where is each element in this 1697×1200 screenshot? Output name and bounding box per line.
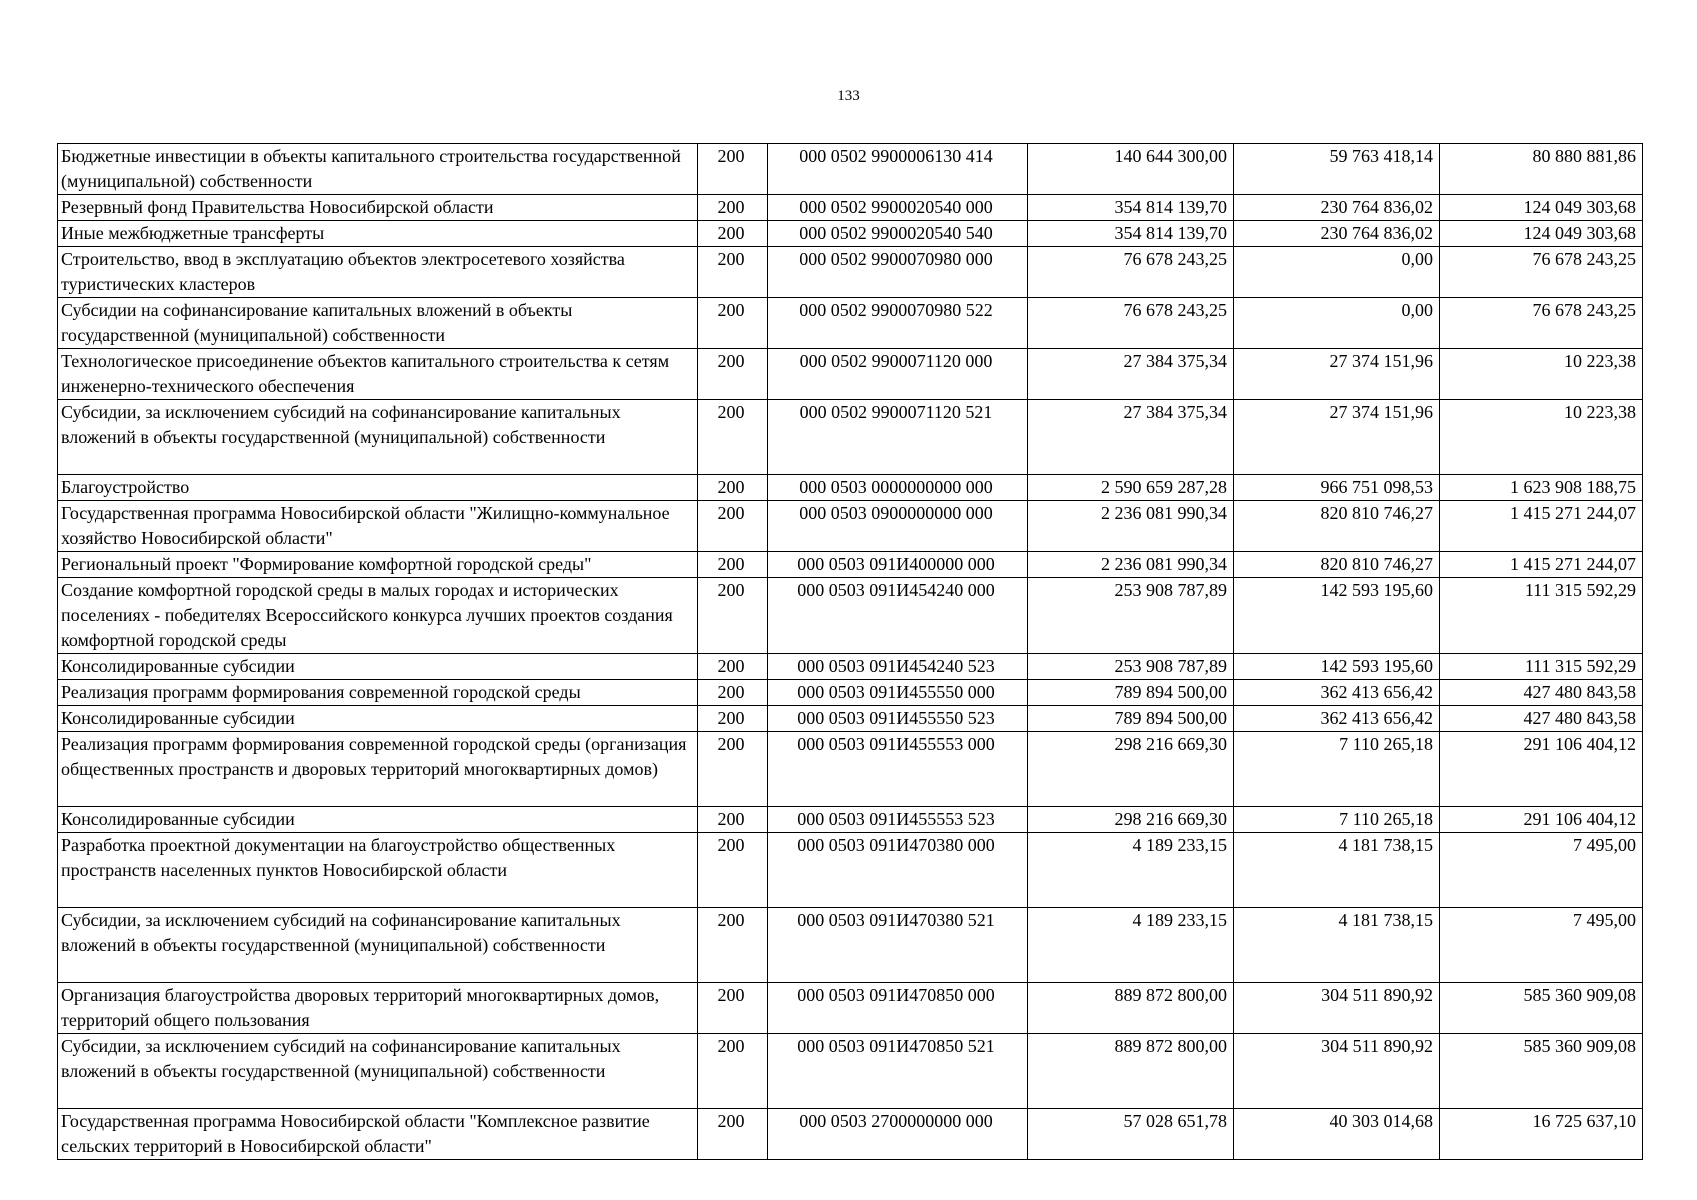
row-kbk: 000 0502 9900020540 540	[768, 221, 1028, 247]
row-kbk: 000 0503 091И455553 523	[768, 807, 1028, 833]
row-kbk: 000 0503 091И400000 000	[768, 552, 1028, 578]
row-code: 200	[698, 654, 768, 680]
table-row	[58, 654, 1643, 680]
row-value-1: 57 028 651,78	[1028, 1109, 1234, 1160]
row-value-1: 2 590 659 287,28	[1028, 475, 1234, 501]
table-row	[58, 552, 1643, 578]
row-value-3: 10 223,38	[1440, 349, 1643, 400]
row-value-3: 291 106 404,12	[1440, 807, 1643, 833]
row-name: Реализация программ формирования современной городской среды (организация общественных пространств и дворовых территорий многоквартирных домов)	[58, 732, 698, 807]
row-code: 200	[698, 908, 768, 983]
row-value-1: 789 894 500,00	[1028, 680, 1234, 706]
row-name: Субсидии, за исключением субсидий на софинансирование капитальных вложений в объекты государственной (муниципальной) собственности	[58, 1034, 698, 1109]
row-value-3: 111 315 592,29	[1440, 654, 1643, 680]
table-row	[58, 349, 1643, 400]
row-value-2: 4 181 738,15	[1234, 908, 1440, 983]
row-value-1: 2 236 081 990,34	[1028, 552, 1234, 578]
row-name: Субсидии, за исключением субсидий на софинансирование капитальных вложений в объекты государственной (муниципальной) собственности	[58, 908, 698, 983]
row-kbk: 000 0502 9900020540 000	[768, 195, 1028, 221]
row-name: Субсидии, за исключением субсидий на софинансирование капитальных вложений в объекты государственной (муниципальной) собственности	[58, 400, 698, 475]
row-name: Технологическое присоединение объектов капитального строительства к сетям инженерно-технического обеспечения	[58, 349, 698, 400]
budget-table	[57, 143, 1643, 1160]
row-value-1: 76 678 243,25	[1028, 247, 1234, 298]
row-kbk: 000 0503 091И455550 000	[768, 680, 1028, 706]
table-row	[58, 833, 1643, 908]
row-value-2: 362 413 656,42	[1234, 706, 1440, 732]
row-value-3: 291 106 404,12	[1440, 732, 1643, 807]
row-value-1: 2 236 081 990,34	[1028, 501, 1234, 552]
row-value-2: 142 593 195,60	[1234, 654, 1440, 680]
row-name: Бюджетные инвестиции в объекты капитального строительства государственной (муниципальной) собственности	[58, 144, 698, 195]
row-value-2: 966 751 098,53	[1234, 475, 1440, 501]
table-row	[58, 983, 1643, 1034]
row-value-2: 304 511 890,92	[1234, 1034, 1440, 1109]
row-kbk: 000 0502 9900071120 521	[768, 400, 1028, 475]
row-code: 200	[698, 221, 768, 247]
row-value-3: 76 678 243,25	[1440, 247, 1643, 298]
row-name: Консолидированные субсидии	[58, 706, 698, 732]
row-kbk: 000 0503 091И455553 000	[768, 732, 1028, 807]
row-value-2: 820 810 746,27	[1234, 552, 1440, 578]
row-code: 200	[698, 578, 768, 654]
row-kbk: 000 0503 091И454240 000	[768, 578, 1028, 654]
page-number: 133	[837, 88, 860, 104]
row-code: 200	[698, 195, 768, 221]
row-value-1: 298 216 669,30	[1028, 732, 1234, 807]
row-value-3: 427 480 843,58	[1440, 680, 1643, 706]
row-value-3: 1 623 908 188,75	[1440, 475, 1643, 501]
row-kbk: 000 0502 9900006130 414	[768, 144, 1028, 195]
row-code: 200	[698, 680, 768, 706]
table-row	[58, 501, 1643, 552]
row-kbk: 000 0502 9900070980 522	[768, 298, 1028, 349]
table-row	[58, 706, 1643, 732]
row-code: 200	[698, 552, 768, 578]
row-value-2: 40 303 014,68	[1234, 1109, 1440, 1160]
row-value-3: 585 360 909,08	[1440, 1034, 1643, 1109]
row-name: Государственная программа Новосибирской области "Жилищно-коммунальное хозяйство Новосибирской области"	[58, 501, 698, 552]
row-value-2: 27 374 151,96	[1234, 349, 1440, 400]
row-value-2: 230 764 836,02	[1234, 221, 1440, 247]
row-value-2: 7 110 265,18	[1234, 732, 1440, 807]
table-row	[58, 680, 1643, 706]
row-code: 200	[698, 1034, 768, 1109]
table-row	[58, 221, 1643, 247]
table-body	[58, 144, 1643, 1160]
row-value-3: 76 678 243,25	[1440, 298, 1643, 349]
row-value-3: 585 360 909,08	[1440, 983, 1643, 1034]
row-code: 200	[698, 501, 768, 552]
row-value-2: 142 593 195,60	[1234, 578, 1440, 654]
table-row	[58, 578, 1643, 654]
row-name: Региональный проект "Формирование комфортной городской среды"	[58, 552, 698, 578]
row-code: 200	[698, 247, 768, 298]
row-kbk: 000 0503 091И470850 000	[768, 983, 1028, 1034]
row-value-3: 16 725 637,10	[1440, 1109, 1643, 1160]
row-name: Реализация программ формирования современной городской среды	[58, 680, 698, 706]
row-value-1: 4 189 233,15	[1028, 833, 1234, 908]
row-value-1: 354 814 139,70	[1028, 195, 1234, 221]
row-code: 200	[698, 298, 768, 349]
row-name: Субсидии на софинансирование капитальных вложений в объекты государственной (муниципальной) собственности	[58, 298, 698, 349]
row-value-1: 4 189 233,15	[1028, 908, 1234, 983]
row-value-1: 253 908 787,89	[1028, 578, 1234, 654]
row-kbk: 000 0503 0000000000 000	[768, 475, 1028, 501]
row-kbk: 000 0503 091И470380 000	[768, 833, 1028, 908]
row-value-2: 59 763 418,14	[1234, 144, 1440, 195]
row-kbk: 000 0503 0900000000 000	[768, 501, 1028, 552]
table-row	[58, 732, 1643, 807]
table-row	[58, 144, 1643, 195]
row-value-3: 10 223,38	[1440, 400, 1643, 475]
row-code: 200	[698, 807, 768, 833]
row-value-2: 230 764 836,02	[1234, 195, 1440, 221]
row-kbk: 000 0503 091И470380 521	[768, 908, 1028, 983]
row-name: Разработка проектной документации на благоустройство общественных пространств населенных пунктов Новосибирской области	[58, 833, 698, 908]
row-value-1: 889 872 800,00	[1028, 983, 1234, 1034]
row-name: Резервный фонд Правительства Новосибирской области	[58, 195, 698, 221]
table-row	[58, 298, 1643, 349]
row-kbk: 000 0503 091И470850 521	[768, 1034, 1028, 1109]
row-value-3: 111 315 592,29	[1440, 578, 1643, 654]
row-code: 200	[698, 706, 768, 732]
row-value-3: 1 415 271 244,07	[1440, 552, 1643, 578]
row-value-3: 7 495,00	[1440, 833, 1643, 908]
table-row	[58, 908, 1643, 983]
row-value-2: 7 110 265,18	[1234, 807, 1440, 833]
row-code: 200	[698, 475, 768, 501]
row-name: Иные межбюджетные трансферты	[58, 221, 698, 247]
row-code: 200	[698, 833, 768, 908]
row-name: Консолидированные субсидии	[58, 654, 698, 680]
table-row	[58, 1034, 1643, 1109]
row-kbk: 000 0503 2700000000 000	[768, 1109, 1028, 1160]
row-value-3: 427 480 843,58	[1440, 706, 1643, 732]
row-value-3: 1 415 271 244,07	[1440, 501, 1643, 552]
row-value-2: 4 181 738,15	[1234, 833, 1440, 908]
row-value-1: 789 894 500,00	[1028, 706, 1234, 732]
row-code: 200	[698, 1109, 768, 1160]
row-kbk: 000 0503 091И454240 523	[768, 654, 1028, 680]
row-name: Консолидированные субсидии	[58, 807, 698, 833]
row-name: Создание комфортной городской среды в малых городах и исторических поселениях - победителях Всероссийского конкурса лучших проектов создания комфортной городской среды	[58, 578, 698, 654]
row-name: Государственная программа Новосибирской области "Комплексное развитие сельских территорий в Новосибирской области"	[58, 1109, 698, 1160]
row-kbk: 000 0502 9900070980 000	[768, 247, 1028, 298]
table-row	[58, 400, 1643, 475]
row-value-3: 124 049 303,68	[1440, 221, 1643, 247]
table-row	[58, 807, 1643, 833]
row-value-1: 27 384 375,34	[1028, 400, 1234, 475]
row-value-3: 124 049 303,68	[1440, 195, 1643, 221]
row-code: 200	[698, 144, 768, 195]
row-value-1: 298 216 669,30	[1028, 807, 1234, 833]
table-row	[58, 475, 1643, 501]
row-value-2: 0,00	[1234, 298, 1440, 349]
row-value-2: 820 810 746,27	[1234, 501, 1440, 552]
row-name: Организация благоустройства дворовых территорий многоквартирных домов, территорий общего пользования	[58, 983, 698, 1034]
row-code: 200	[698, 732, 768, 807]
row-value-1: 76 678 243,25	[1028, 298, 1234, 349]
row-value-1: 889 872 800,00	[1028, 1034, 1234, 1109]
row-value-1: 140 644 300,00	[1028, 144, 1234, 195]
table-row	[58, 1109, 1643, 1160]
row-kbk: 000 0503 091И455550 523	[768, 706, 1028, 732]
row-code: 200	[698, 400, 768, 475]
row-name: Благоустройство	[58, 475, 698, 501]
row-name: Строительство, ввод в эксплуатацию объектов электросетевого хозяйства туристических кластеров	[58, 247, 698, 298]
row-kbk: 000 0502 9900071120 000	[768, 349, 1028, 400]
row-code: 200	[698, 983, 768, 1034]
row-value-3: 7 495,00	[1440, 908, 1643, 983]
row-value-2: 362 413 656,42	[1234, 680, 1440, 706]
row-value-1: 253 908 787,89	[1028, 654, 1234, 680]
table-row	[58, 195, 1643, 221]
row-value-3: 80 880 881,86	[1440, 144, 1643, 195]
row-value-1: 27 384 375,34	[1028, 349, 1234, 400]
row-value-2: 304 511 890,92	[1234, 983, 1440, 1034]
row-code: 200	[698, 349, 768, 400]
table-row	[58, 247, 1643, 298]
row-value-2: 27 374 151,96	[1234, 400, 1440, 475]
row-value-2: 0,00	[1234, 247, 1440, 298]
row-value-1: 354 814 139,70	[1028, 221, 1234, 247]
